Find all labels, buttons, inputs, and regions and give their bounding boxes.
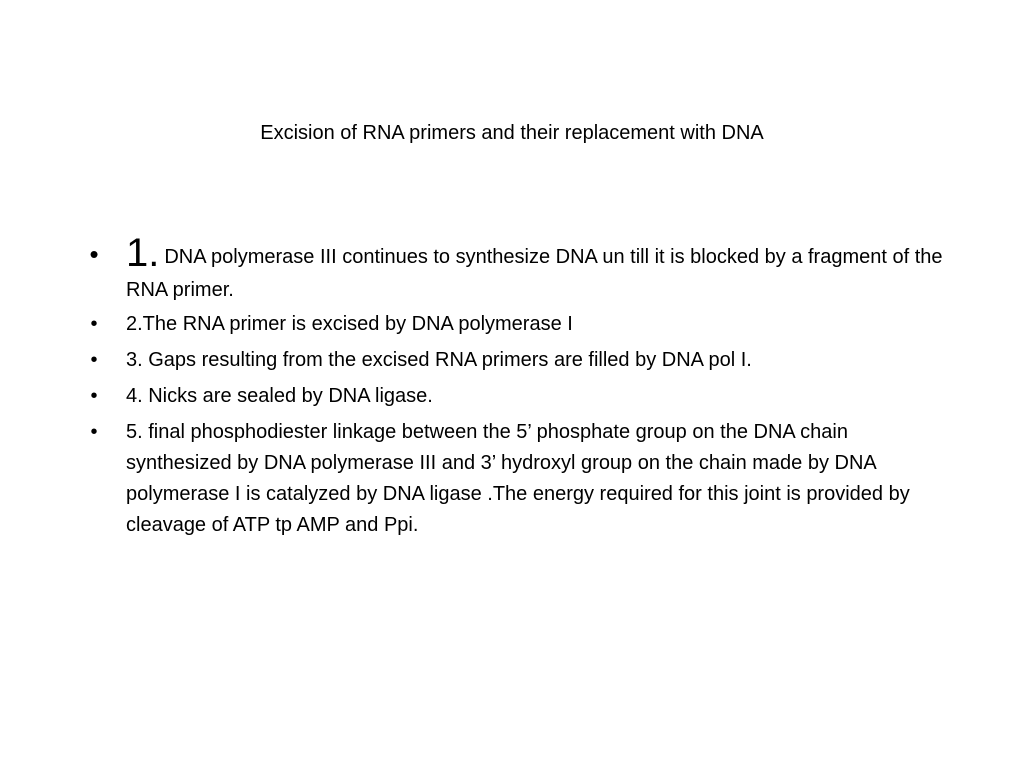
bullet-icon: • xyxy=(90,421,98,443)
slide-title: Excision of RNA primers and their replacement with DNA xyxy=(260,122,764,144)
bullet-icon: • xyxy=(89,239,99,269)
bullet-item-4 xyxy=(84,381,944,412)
bullet-item-3 xyxy=(84,345,944,376)
bullet-text: DNA polymerase III continues to synthesize DNA un till it is blocked by a fragment of the RNA primer. xyxy=(126,246,943,301)
bullet-item-2 xyxy=(84,309,944,340)
bullet-item-5 xyxy=(84,417,944,541)
bullet-icon: • xyxy=(90,385,98,407)
bullet-list xyxy=(84,233,944,546)
bullet-item-1 xyxy=(84,233,944,307)
bullet-icon: • xyxy=(90,349,98,371)
bullet-text: 2.The RNA primer is excised by DNA polymerase I xyxy=(126,313,573,335)
bullet-text: 3. Gaps resulting from the excised RNA primers are filled by DNA pol I. xyxy=(126,349,752,371)
bullet-text: 5. final phosphodiester linkage between the 5’ phosphate group on the DNA chain synthesized by DNA polymerase III and 3’ hydroxyl group on the chain made by DNA polymerase I is catalyzed by DNA ligase .The energy required for this joint is provided by cleavage of ATP tp AMP and Ppi. xyxy=(126,421,910,536)
bullet-number: 1. xyxy=(126,231,160,275)
bullet-icon: • xyxy=(90,313,98,335)
bullet-text: 4. Nicks are sealed by DNA ligase. xyxy=(126,385,433,407)
